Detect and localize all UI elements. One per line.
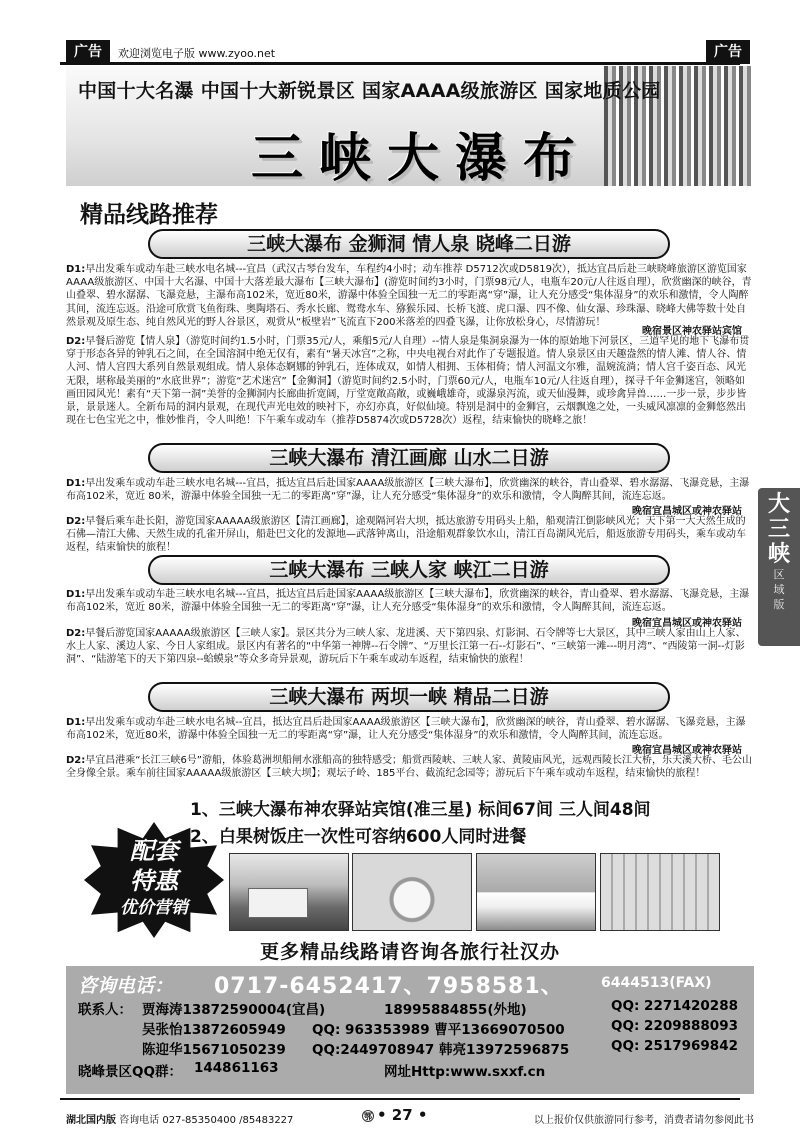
day-text: 早宜昌港乘“长江三峡6号”游船，体验葛洲坝船闸水涨船高的独特感受；船赏西陵峡、三峡人家、黄陵庙风光，远观西陵长江大桥，乐天溪大桥、毛公山全身像全景。乘车前往国家AAAAA级旅游区【三峡大坝】；观坛子岭、185平台、截流纪念园等；游玩后下午乘车或动车返程，结束愉快的旅程！: [66, 755, 752, 780]
page-number: [362, 1106, 428, 1124]
footer-edition: 湖北国内版: [66, 1115, 116, 1126]
hotline-label: 咨询电话：: [78, 975, 174, 997]
footer-left: [66, 1111, 293, 1126]
day-text: 早餐后游览国家AAAAA级旅游区【三峡人家】。景区共分为三峡人家、龙进溪、天下第四泉、灯影洞、石令牌等七大景区，其中三峡人家由山上人家、水上人家、溪边人家、今日人家组成。景区内有著名的“中华第一神牌--石令牌”、“万里长江第一石--灯影石”、“三峡第一滩---明月湾”、“西陵第一洞--灯影洞”、“陆游笔下的天下第四泉--蛤蟆泉”等众多奇异景观，游玩后下午乘车或动车返程，结束愉快的旅程！: [66, 628, 746, 666]
contact-row-1-name: 贾海涛13872590004(宜昌): [142, 1002, 326, 1018]
hero-banner: [66, 66, 754, 186]
route-3-day-2: [66, 627, 754, 681]
photo-banquet-table: [352, 853, 472, 931]
route-title-1: 三峡大瀑布 金狮洞 情人泉 晓峰二日游: [148, 229, 670, 259]
route-title-2: 三峡大瀑布 清江画廊 山水二日游: [148, 443, 670, 473]
footer-disclaimer: 以上报价仅供旅游同行参考，消费者请勿参阅此书: [534, 1115, 754, 1126]
region-side-tab: [758, 488, 800, 646]
promo-line-2: 特惠: [130, 867, 178, 895]
qq-group-label: 晓峰景区QQ群：: [78, 1064, 182, 1080]
side-tab-sub1: 区: [773, 568, 785, 581]
day-text: 早出发乘车或动车赴三峡水电名城---宜昌，抵达宜昌后赴国家AAAA级旅游区【三峡大瀑布】，欣赏幽深的峡谷，青山叠翠、碧水潺潺、飞瀑竞悬，主瀑布高102米，宽近 80米，游瀑中体验全国独一无二的零距离“穿”瀑，让人充分感受“集体湿身”的欢乐和激情，令人陶醉其间，流连忘返。: [66, 478, 750, 503]
contact-row-3-qq: QQ: 2517969842: [611, 1038, 738, 1054]
feature-restaurant: 2、白果树饭庄一次性可容纳600人同时进餐: [190, 827, 527, 847]
ad-tag-right: 广告: [706, 40, 750, 64]
contact-row-1-qq: QQ: 2271420288: [611, 998, 738, 1014]
bottom-rule: [60, 1098, 740, 1100]
contact-row-1-mid: 18995884855(外地): [384, 1002, 527, 1018]
day-label: D1:: [66, 478, 86, 489]
day-label: D1:: [66, 717, 86, 728]
day-label: D2:: [66, 336, 86, 347]
brand-title: 三峡大瀑布: [250, 129, 591, 186]
route-4-stay: 晚宿宜昌城区或神农驿站: [632, 745, 742, 756]
route-1-day-2: [66, 335, 754, 441]
route-2-stay: 晚宿宜昌城区或神农驿站: [632, 506, 742, 517]
day-text: 早出发乘车或动车赴三峡水电名城--宜昌，抵达宜昌后赴国家AAAA级旅游区【三峡大瀑布】，欣赏幽深的峡谷，青山叠翠、碧水潺潺、飞瀑竞悬，主瀑布高102米，宽近80米，游瀑中体验全国独一无二的零距离“穿”瀑，让人充分感受“集体湿身”的欢乐和激情，令人陶醉其间，流连忘返。: [66, 717, 746, 742]
ad-tag-left: 广告: [66, 40, 110, 64]
promo-line-1: 配套: [130, 837, 178, 865]
side-tab-sub3: 版: [773, 598, 785, 611]
fax-number: 6444513(FAX): [601, 975, 712, 991]
page-number-text: • 27 •: [377, 1106, 428, 1124]
route-2-day-2: [66, 515, 754, 555]
contact-row-2-name: 吴张怡13872605949: [142, 1022, 286, 1038]
contact-row-2-mid: QQ: 963353989 曹平13669070500: [312, 1022, 565, 1038]
day-text: 早餐后游览【情人泉】（游览时间约1.5小时，门票35元/人，乘船5元/人自理）--情人泉是集洞泉瀑为一体的原始地下河景区，三道罕见的地下飞瀑布贯穿于形态各异的钟乳石之间，在全国溶洞中绝无仅有，素有“暑天冰宫”之称，中央电视台对此作了专题报道。情人泉景区由天趣盎然的情人滩、情人谷、情人河、情人宫四大系列自然景观组成。情人泉体态婀娜的钟乳石，连体成双，如情人相拥、玉体相倚；情人河温文尔雅，温婉流淌；情人宫千姿百态、风光无限，堪称最美丽的“水底世界”；游览“艺术迷宫”【金狮洞】（游览时间约2.5小时，门票60元/人，电瓶车10元/人往返自理），探寻千年金狮迷宫，领略如画田园风光！素有“天下第一洞”美誉的金狮洞内长廊曲折宽阔，厅堂宽敞高敞，或巍峨雄奇，或瀑泉泻流，或天仙漫舞，或珍禽异兽……一步一景，步步皆景，景景迷人。全新布局的洞内景观，在现代声光电效的映衬下，亦幻亦真，好似仙境。特别是洞中的金狮宫，云烟飘逸之处，一头威风凛凛的金狮悠然出现在七色宝光之中，惟妙惟肖，令人叫绝！下午乘车或动车（推荐D5874次或D5728次）返程，结束愉快的晓峰之旅！: [66, 336, 750, 427]
contact-row-3-name: 陈迎华15671050239: [142, 1042, 286, 1058]
photo-hotel-building: [229, 853, 349, 931]
contact-label: 联系人：: [78, 1002, 132, 1018]
day-label: D2:: [66, 628, 86, 639]
day-text: 早餐后乘车赴长阳，游览国家AAAAA级旅游区【清江画廊】，途观隔河岩大坝，抵达旅游专用码头上船，船观清江倒影峡风光；天下第一大天然生成的石佛—清江大佛、天然生成的孔雀开屏山，船赴巴文化的发源地—武落钟离山，沿途船观群象饮水山，清江百岛湖风光后，船返旅游专用码头，乘车或动车返程，结束愉快的旅程！: [66, 516, 746, 554]
route-1-stay: 晚宿景区神农驿站宾馆: [642, 326, 742, 337]
site-url: 欢迎浏览电子版 www.zyoo.net: [118, 47, 276, 60]
qq-group-number: 144861163: [194, 1060, 279, 1076]
promo-line-3: 优价营销: [120, 898, 188, 918]
photo-guest-room: [476, 853, 596, 931]
section-title: 精品线路推荐: [80, 202, 218, 228]
feature-hotel: 1、三峡大瀑布神农驿站宾馆(准三星) 标间67间 三人间48间: [190, 800, 651, 820]
website-link[interactable]: 网址Http:www.sxxf.cn: [384, 1064, 546, 1080]
more-routes-note: 更多精品线路请咨询各旅行社汉办: [259, 941, 560, 963]
day-text: 早出发乘车或动车赴三峡水电名城---宜昌，抵达宜昌后赴国家AAAA级旅游区【三峡大瀑布】，欣赏幽深的峡谷，青山叠翠、碧水潺潺、飞瀑竞悬，主瀑布高102米，宽近 80米，游瀑中体验全国独一无二的零距离“穿”瀑，让人充分感受“集体湿身”的欢乐和激情，令人陶醉其间，流连忘返。: [66, 589, 750, 614]
day-label: D2:: [66, 755, 86, 766]
contact-row-3-mid: QQ:2449708947 韩亮13972596875: [312, 1042, 570, 1058]
photo-dining-hall: [600, 853, 720, 931]
top-rule: [60, 62, 740, 65]
hero-slogan: 中国十大名瀑 中国十大新锐景区 国家AAAA级旅游区 国家地质公园: [78, 80, 661, 102]
zone-icon: 鄂: [364, 1111, 372, 1121]
day-label: D1:: [66, 589, 86, 600]
day-text: 早出发乘车或动车赴三峡水电名城---宜昌（武汉古琴台发车，车程约4小时；动车推荐 D5712次或D5819次），抵达宜昌后赴三峡晓峰旅游区游览国家AAAA级旅游区、中国十大名瀑、中国十大落差最大瀑布【三峡大瀑布】(游览时间约3小时，门票98元/人，电瓶车20元/人往返自理），欣赏幽深的峡谷，青山叠翠、碧水潺潺、飞瀑竞悬，主瀑布高102米，宽近80米，游瀑中体验全国独一无二的零距离“穿”瀑，让人充分感受“集体湿身”的欢乐和激情，令人陶醉其间，流连忘返。沿途可欣赏飞鱼衔珠、奥陶塔石、秀水长廊、鸳鸯水车、猕猴乐园、长桥飞渡、虎口瀑、四不像、仙女瀑、珍珠瀑、晓峰大佛等数十处自然景观及原生态、纯自然风光的野人谷景区，观赏从“板壁岩”飞流直下200米落差的四叠飞瀑，让你放松身心，尽情游玩！: [66, 264, 752, 328]
photo-building-shape: [248, 888, 308, 918]
contact-row-2-qq: QQ: 2209888093: [611, 1018, 738, 1034]
footer-phone: 咨询电话 027-85350400 /85483227: [119, 1115, 294, 1126]
route-3-stay: 晚宿宜昌城区或神农驿站: [632, 618, 742, 629]
day-label: D1:: [66, 264, 86, 275]
contact-box: [66, 966, 754, 1094]
side-tab-sub2: 域: [773, 583, 785, 596]
hotline-numbers: 0717-6452417、7958581、: [214, 974, 564, 999]
side-tab-title: 大三峡: [768, 492, 791, 567]
route-title-3: 三峡大瀑布 三峡人家 峡江二日游: [148, 555, 670, 585]
route-title-4: 三峡大瀑布 两坝一峡 精品二日游: [148, 682, 670, 712]
day-label: D2:: [66, 516, 86, 527]
